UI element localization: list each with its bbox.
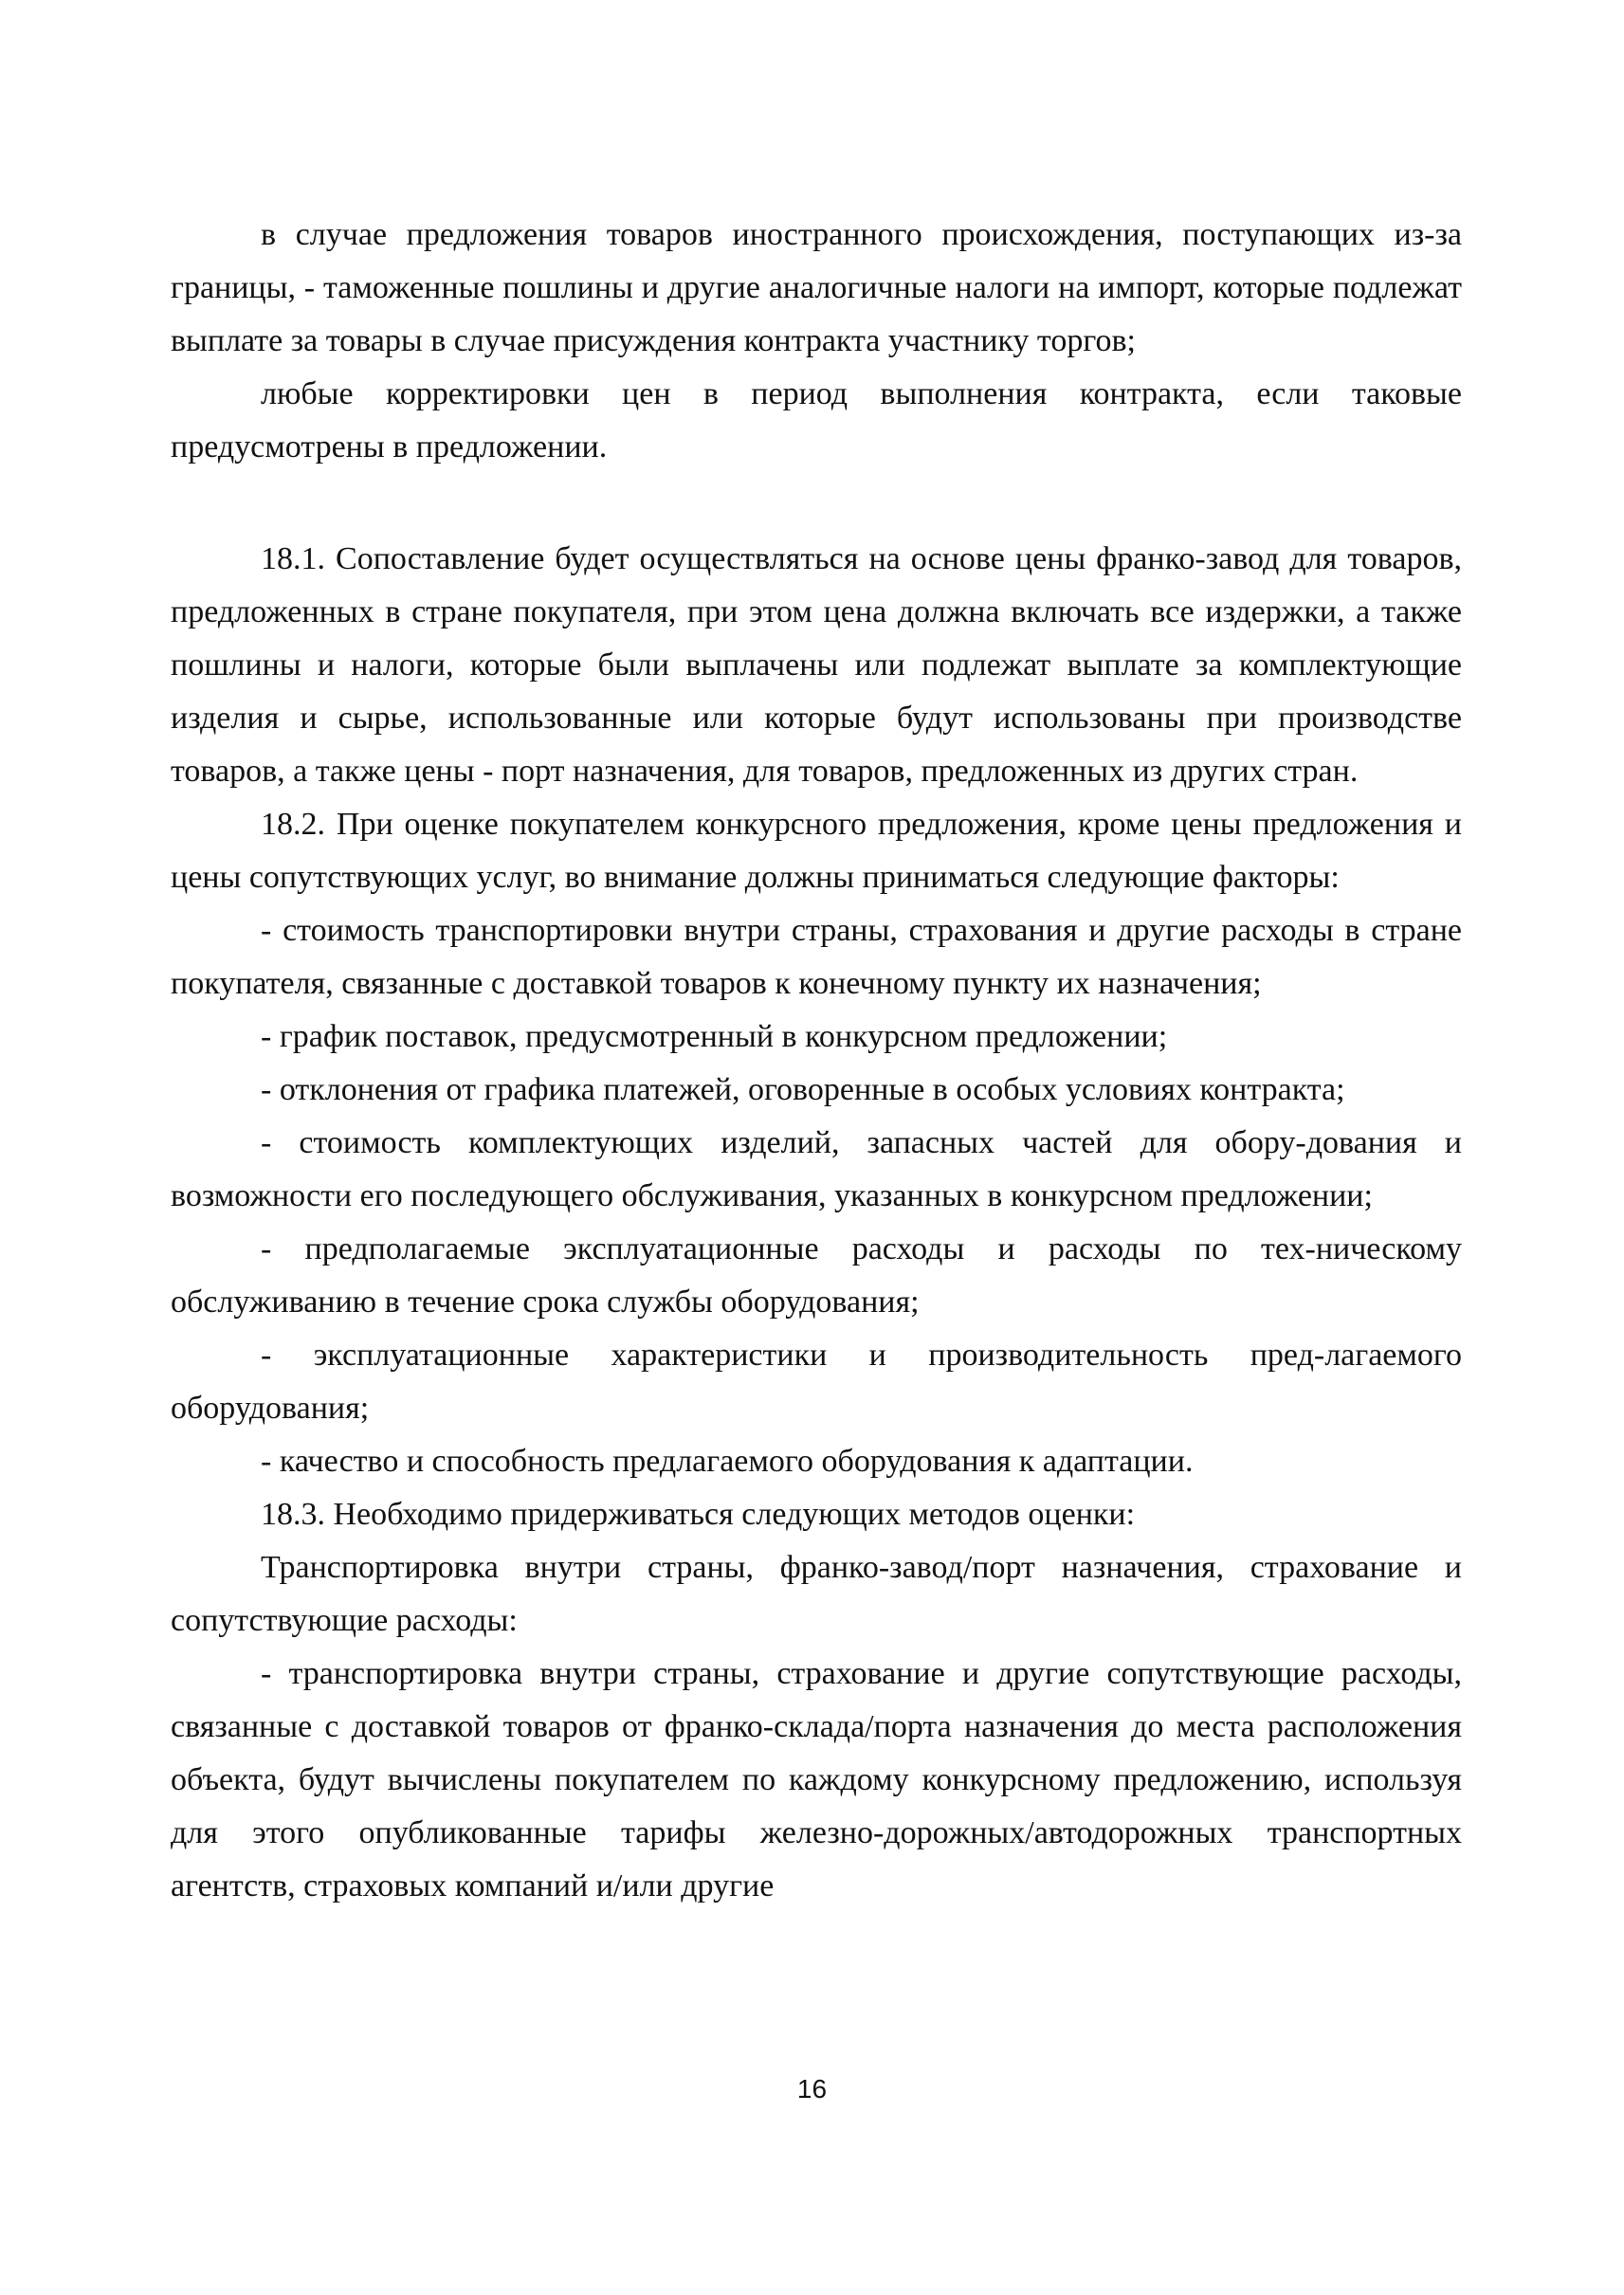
list-item-adaptability: - качество и способность предлагаемого оборудования к адаптации.: [261, 1444, 1194, 1479]
paragraph-18-1: 18.1. Сопоставление будет осуществляться на основе цены франко-завод для товаров, предложенных в стране покупателя, при этом цена должна включать все издержки, а также пошлины и налоги, которые были выплачены или подлежат выплате за комплектующие изделия и сырье, использованные или которые будут использованы при производстве товаров, а также цены - порт назначения, для товаров, предложенных из других стран.: [171, 541, 1462, 789]
list-item-delivery-schedule: - график поставок, предусмотренный в конкурсном предложении;: [261, 1019, 1168, 1054]
list-item-operating-costs: - предполагаемые эксплуатационные расходы и расходы по тех-ническому обслуживанию в течение срока службы оборудования;: [171, 1231, 1462, 1320]
list-item-transport-cost: - стоимость транспортировки внутри страны, страхования и другие расходы в стране покупателя, связанные с доставкой товаров к конечному пункту их назначения;: [171, 913, 1462, 1001]
document-body: [171, 209, 1462, 1913]
paragraph-price-adjustments: любые корректировки цен в период выполнения контракта, если таковые предусмотрены в предложении.: [171, 376, 1462, 464]
paragraph-transport-heading: Транспортировка внутри страны, франко-завод/порт назначения, страхование и сопутствующие расходы:: [171, 1550, 1462, 1638]
paragraph-foreign-goods-duties: в случае предложения товаров иностранного происхождения, поступающих из-за границы, - таможенные пошлины и другие аналогичные налоги на импорт, которые подлежат выплате за товары в случае присуждения контракта участнику торгов;: [171, 217, 1462, 358]
list-item-spare-parts-cost: - стоимость комплектующих изделий, запасных частей для обору-дования и возможности его последующего обслуживания, указанных в конкурсном предложении;: [171, 1125, 1462, 1213]
paragraph-18-2: 18.2. При оценке покупателем конкурсного предложения, кроме цены предложения и цены сопутствующих услуг, во внимание должны приниматься следующие факторы:: [171, 807, 1462, 895]
page-number: 16: [796, 2074, 828, 2104]
paragraph-18-3: 18.3. Необходимо придерживаться следующих методов оценки:: [261, 1497, 1136, 1532]
list-item-transport-calculation: - транспортировка внутри страны, страхование и другие сопутствующие расходы, связанные с доставкой товаров от франко-склада/порта назначения до места расположения объекта, будут вычислены покупателем по каждому конкурсному предложению, используя для этого опубликованные тарифы железно-дорожных/автодорожных транспортных агентств, страховых компаний и/или другие: [171, 1656, 1462, 1903]
list-item-performance: - эксплуатационные характеристики и производительность пред-лагаемого оборудования;: [171, 1338, 1462, 1426]
list-item-payment-deviations: - отклонения от графика платежей, оговоренные в особых условиях контракта;: [261, 1072, 1345, 1107]
